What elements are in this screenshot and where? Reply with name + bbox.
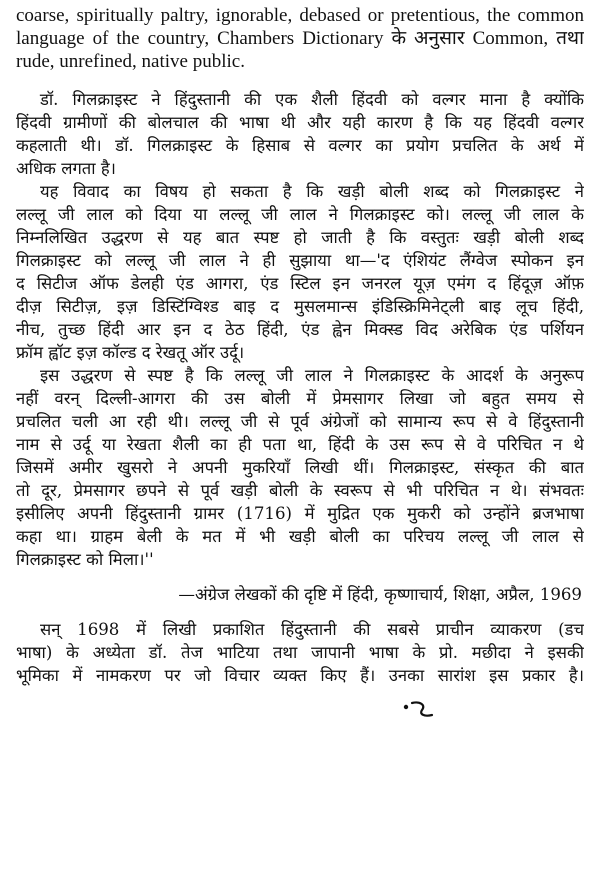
text-line: language of the country, Chambers Dictionary के अनुसार Common, तथा bbox=[16, 28, 584, 49]
text-line: नहीं वरन् दिल्ली-आगरा की उस बोली में प्रेमसागर लिखा जो बहुत समय से bbox=[16, 389, 584, 408]
text-line: निम्नलिखित उद्धरण से यह बात स्पष्ट हो जाती है कि वस्तुतः खड़ी बोली शब्द bbox=[16, 228, 584, 247]
document-page bbox=[16, 4, 584, 687]
text-line: हिंदवी ग्रामीणों की बोलचाल की भाषा थी और यही कारण है कि यह हिंदवी वल्गर bbox=[16, 113, 584, 132]
text-line: फ्रॉम ह्वॉट इज़ कॉल्ड द रेखतू ऑर उर्दू। bbox=[16, 343, 245, 362]
text-line: गिलक्राइस्ट को लल्लू जी लाल ने ही सुझाया था—'द एंशियंट लैंग्वेज स्पोकन इन bbox=[16, 251, 584, 270]
ink-mark-icon bbox=[400, 697, 440, 721]
text-line: कहलाती थी। डॉ. गिलक्राइस्ट के हिसाब से वल्गर का प्रयोग प्रचलित के अर्थ में bbox=[16, 136, 584, 155]
text-line: नीच, तुच्छ हिंदी आर इन द ठेठ हिंदी, एंड ह्वेन मिक्स्ड विद अरेबिक एंड पर्शियन bbox=[16, 320, 584, 339]
text-line: इसीलिए अपनी हिंदुस्तानी ग्रामर (1716) में मुद्रित एक मुकरी को उन्होंने ब्रजभाषा bbox=[16, 504, 584, 523]
text-line: सन् 1698 में लिखी प्रकाशित हिंदुस्तानी की सबसे प्राचीन व्याकरण (डच bbox=[40, 620, 584, 639]
text-line: द सिटीज ऑफ डेलही एंड आगरा, एंड स्टिल इन जनरल यूज़ एमंग द हिंदूज़ ऑफ़ bbox=[16, 274, 584, 293]
text-line: प्रचलित चली आ रही थी। लल्लू जी से पूर्व अंग्रेजों को सामान्य रूप से वे हिंदुस्तानी bbox=[16, 412, 584, 431]
text-line: इस उद्धरण से स्पष्ट है कि लल्लू जी लाल ने गिलक्राइस्ट के आदर्श के अनुरूप bbox=[40, 366, 584, 385]
text-line: भाषा) के अध्येता डॉ. तेज भाटिया तथा जापानी भाषा के प्रो. मछीदा ने इसकी bbox=[16, 643, 584, 662]
text-line: गिलक्राइस्ट को मिला।'' bbox=[16, 550, 154, 569]
text-line: coarse, spiritually paltry, ignorable, debased or pretentious, the common bbox=[16, 5, 584, 26]
text-line: यह विवाद का विषय हो सकता है कि खड़ी बोली शब्द को गिलक्राइस्ट ने bbox=[40, 182, 584, 201]
text-line: भूमिका में नामकरण पर जो विचार व्यक्त किए हैं। उनका सारांश इस प्रकार है। bbox=[16, 666, 584, 685]
text-line: लल्लू जी लाल को दिया या लल्लू जी लाल ने गिलक्राइस्ट को। लल्लू जी लाल के bbox=[16, 205, 584, 224]
citation-line: —अंग्रेज लेखकों की दृष्टि में हिंदी, कृष्णाचार्य, शिक्षा, अप्रैल, 1969 bbox=[178, 585, 582, 604]
text-line: कहा था। ग्राहम बेली के मत में भी खड़ी बोली का परिचय लल्लू जी लाल से bbox=[16, 527, 584, 546]
text-line: नाम से उर्दू या रेखता शैली का ही पता था, हिंदी के उस रूप से वे परिचित न थे bbox=[16, 435, 584, 454]
text-line: तो दूर, प्रेमसागर छपने से पूर्व खड़ी बोली के स्वरूप से भी परिचित न थे। संभवतः bbox=[16, 481, 584, 500]
text-line: अधिक लगता है। bbox=[16, 159, 116, 178]
text-line: दीज़ सिटीज़, इज़ डिस्टिंग्विश्ड बाइ द मुसलमान्स इंडिस्क्रिमिनेट्ली बाइ लूच हिंदी, bbox=[16, 297, 584, 316]
text-line: डॉ. गिलक्राइस्ट ने हिंदुस्तानी की एक शैली हिंदवी को वल्गर माना है क्योंकि bbox=[40, 90, 584, 109]
text-line: rude, unrefined, native public. bbox=[16, 51, 245, 72]
text-line: जिसमें अमीर खुसरो ने अपनी मुकरियाँ लिखी थीं। गिलक्राइस्ट, संस्कृत की बात bbox=[16, 458, 584, 477]
